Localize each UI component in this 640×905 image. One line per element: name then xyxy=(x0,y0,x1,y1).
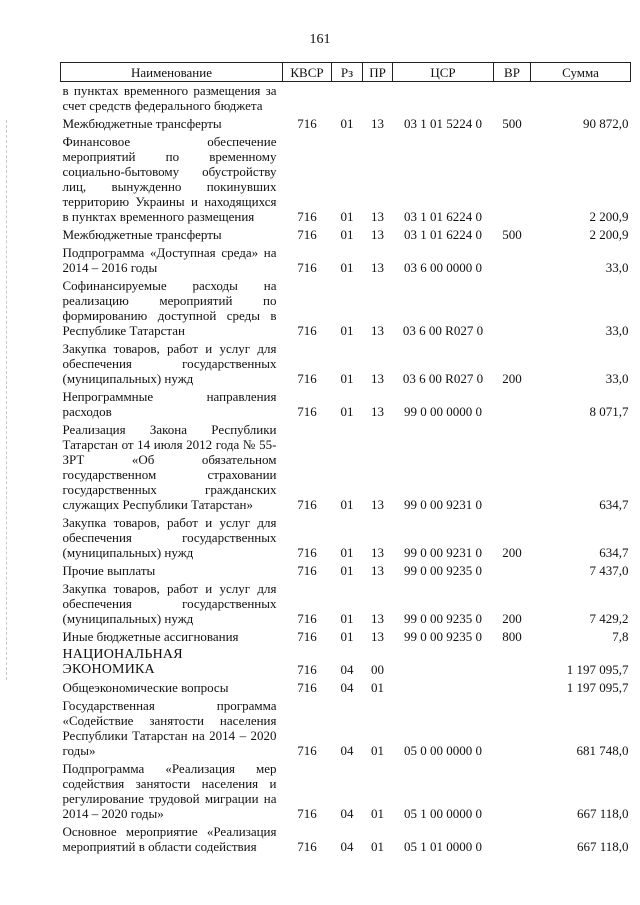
table-row xyxy=(61,82,631,116)
row-csr-cell: 99 0 00 9235 0 xyxy=(404,629,482,644)
row-kvsr-cell: 716 xyxy=(297,497,317,512)
column-header-rz: Рз xyxy=(332,63,363,82)
row-vr-cell xyxy=(494,562,531,580)
row-sum-cell: 667 118,0 xyxy=(576,839,629,854)
row-kvsr-cell: 716 xyxy=(297,839,317,854)
row-vr-cell: 200 xyxy=(502,545,522,560)
row-sum-cell: 2 200,9 xyxy=(589,227,629,242)
row-rz-cell: 01 xyxy=(340,563,354,578)
table-row xyxy=(61,823,631,856)
row-rz-cell: 01 xyxy=(340,611,354,626)
row-pr-cell: 01 xyxy=(371,743,384,758)
row-kvsr-cell: 716 xyxy=(297,323,317,338)
column-header-name: Наименование xyxy=(61,63,283,82)
row-kvsr-cell: 716 xyxy=(297,806,317,821)
row-rz-cell: 04 xyxy=(340,662,354,677)
row-name-cell: Общеэкономические вопросы xyxy=(62,680,229,695)
row-csr-cell: 05 1 00 0000 0 xyxy=(404,806,482,821)
row-kvsr-cell: 716 xyxy=(297,563,317,578)
row-pr-cell xyxy=(363,82,393,116)
row-csr-cell: 99 0 00 9231 0 xyxy=(404,497,482,512)
row-vr-cell xyxy=(494,388,531,421)
row-vr-cell xyxy=(494,760,531,823)
row-vr-cell xyxy=(494,823,531,856)
row-vr-cell xyxy=(494,679,531,697)
row-kvsr-cell: 716 xyxy=(297,629,317,644)
row-sum-cell: 33,0 xyxy=(605,371,629,386)
row-vr-cell: 200 xyxy=(502,611,522,626)
row-kvsr-cell: 716 xyxy=(297,404,317,419)
row-pr-cell: 13 xyxy=(371,611,384,626)
row-kvsr-cell: 716 xyxy=(297,611,317,626)
row-sum-cell: 90 872,0 xyxy=(583,116,629,131)
row-name-cell: Софинансируемые расходы на реализацию мероприятий по формированию доступной среды в Республике Татарстан xyxy=(62,278,277,338)
table-row xyxy=(61,580,631,628)
row-kvsr-cell: 716 xyxy=(297,116,317,131)
row-vr-cell xyxy=(494,421,531,514)
row-name-cell: Закупка товаров, работ и услуг для обеспечения государственных (муниципальных) нужд xyxy=(62,515,277,560)
row-sum-cell: 7,8 xyxy=(612,629,629,644)
row-pr-cell: 13 xyxy=(371,371,384,386)
column-header-pr: ПР xyxy=(363,63,393,82)
table-row xyxy=(61,421,631,514)
row-csr-cell: 05 1 01 0000 0 xyxy=(404,839,482,854)
row-pr-cell: 13 xyxy=(371,323,384,338)
row-kvsr-cell: 716 xyxy=(297,227,317,242)
row-name-cell: Непрограммные направления расходов xyxy=(62,389,277,419)
row-vr-cell xyxy=(494,244,531,277)
row-name-cell: Финансовое обеспечение мероприятий по временному социально-бытовому обустройству лиц, вынужденно покинувших территорию Украины и находящихся в пунктах временного размещения xyxy=(62,134,277,224)
row-csr-cell: 03 6 00 R027 0 xyxy=(402,323,484,338)
row-vr-cell: 500 xyxy=(502,227,522,242)
row-pr-cell: 13 xyxy=(371,260,384,275)
row-name-cell: Государственная программа «Содействие занятости населения Республики Татарстан на 2014 – 2020 годы» xyxy=(62,698,277,758)
row-csr-cell: 03 6 00 0000 0 xyxy=(404,260,482,275)
row-kvsr-cell: 716 xyxy=(297,209,317,224)
row-sum-cell: 33,0 xyxy=(605,260,629,275)
row-name-cell: Межбюджетные трансферты xyxy=(62,227,222,242)
row-pr-cell: 01 xyxy=(371,839,384,854)
binding-margin-line xyxy=(6,120,7,680)
row-rz-cell: 01 xyxy=(340,629,354,644)
row-kvsr-cell: 716 xyxy=(297,680,317,695)
column-header-sum: Сумма xyxy=(531,63,631,82)
row-rz-cell: 01 xyxy=(340,116,354,131)
row-pr-cell: 13 xyxy=(371,563,384,578)
table-row xyxy=(61,340,631,388)
row-pr-cell: 13 xyxy=(371,629,384,644)
row-pr-cell: 13 xyxy=(371,116,384,131)
table-row xyxy=(61,226,631,244)
column-header-csr: ЦСР xyxy=(393,63,494,82)
row-rz-cell: 01 xyxy=(340,497,354,512)
table-header xyxy=(61,63,631,82)
row-name-cell: в пунктах временного размещения за счет средств федерального бюджета xyxy=(62,83,277,113)
row-name-cell: Закупка товаров, работ и услуг для обеспечения государственных (муниципальных) нужд xyxy=(62,581,277,626)
row-rz-cell: 04 xyxy=(340,743,354,758)
table-row xyxy=(61,133,631,226)
row-name-cell: НАЦИОНАЛЬНАЯ ЭКОНОМИКА xyxy=(62,647,183,677)
table-row xyxy=(61,115,631,133)
row-vr-cell: 800 xyxy=(502,629,522,644)
row-pr-cell: 13 xyxy=(371,227,384,242)
row-sum-cell: 7 429,2 xyxy=(589,611,629,626)
row-rz-cell: 01 xyxy=(340,209,354,224)
row-rz-cell: 04 xyxy=(340,806,354,821)
table-body xyxy=(61,82,631,857)
row-pr-cell: 13 xyxy=(371,497,384,512)
table-row xyxy=(61,628,631,646)
row-name-cell: Закупка товаров, работ и услуг для обеспечения государственных (муниципальных) нужд xyxy=(62,341,277,386)
row-pr-cell: 13 xyxy=(371,209,384,224)
row-sum-cell: 634,7 xyxy=(599,497,629,512)
row-kvsr-cell: 716 xyxy=(297,545,317,560)
row-vr-cell xyxy=(494,697,531,760)
row-name-cell: Иные бюджетные ассигнования xyxy=(62,629,239,644)
column-header-kvsr: КВСР xyxy=(283,63,332,82)
row-sum-cell xyxy=(531,82,631,116)
row-name-cell: Прочие выплаты xyxy=(62,563,156,578)
row-sum-cell: 634,7 xyxy=(599,545,629,560)
row-name-cell: Реализация Закона Республики Татарстан от 14 июля 2012 года № 55-ЗРТ «Об обязательном государственном страховании государственных гражданских служащих Республики Татарстан» xyxy=(62,422,277,512)
row-vr-cell: 200 xyxy=(502,371,522,386)
row-csr-cell: 99 0 00 9235 0 xyxy=(404,611,482,626)
row-pr-cell: 01 xyxy=(371,806,384,821)
row-name-cell: Межбюджетные трансферты xyxy=(62,116,222,131)
row-rz-cell: 01 xyxy=(340,227,354,242)
table-row xyxy=(61,760,631,823)
row-pr-cell: 13 xyxy=(371,545,384,560)
row-kvsr-cell xyxy=(283,82,332,116)
row-sum-cell: 7 437,0 xyxy=(589,563,629,578)
row-sum-cell: 1 197 095,7 xyxy=(566,662,629,677)
page-number: 161 xyxy=(309,32,331,47)
row-pr-cell: 01 xyxy=(371,680,384,695)
row-csr-cell: 03 1 01 6224 0 xyxy=(404,227,482,242)
row-csr-cell xyxy=(393,679,494,697)
row-sum-cell: 681 748,0 xyxy=(576,743,629,758)
row-csr-cell xyxy=(393,646,494,679)
row-rz-cell: 01 xyxy=(340,404,354,419)
row-vr-cell: 500 xyxy=(502,116,522,131)
row-csr-cell: 05 0 00 0000 0 xyxy=(404,743,482,758)
row-rz-cell: 01 xyxy=(340,260,354,275)
row-vr-cell xyxy=(494,82,531,116)
row-csr-cell: 99 0 00 9235 0 xyxy=(404,563,482,578)
row-name-cell: Подпрограмма «Доступная среда» на 2014 – 2016 годы xyxy=(62,245,277,275)
row-sum-cell: 667 118,0 xyxy=(576,806,629,821)
table-row xyxy=(61,679,631,697)
row-rz-cell: 01 xyxy=(340,323,354,338)
table-row xyxy=(61,388,631,421)
row-csr-cell: 03 6 00 R027 0 xyxy=(402,371,484,386)
row-rz-cell xyxy=(332,82,363,116)
row-csr-cell: 03 1 01 5224 0 xyxy=(404,116,482,131)
row-vr-cell xyxy=(494,133,531,226)
row-kvsr-cell: 716 xyxy=(297,260,317,275)
table-row xyxy=(61,277,631,340)
row-rz-cell: 01 xyxy=(340,545,354,560)
row-sum-cell: 8 071,7 xyxy=(589,404,629,419)
table-row xyxy=(61,514,631,562)
row-sum-cell: 33,0 xyxy=(605,323,629,338)
row-sum-cell: 2 200,9 xyxy=(589,209,629,224)
row-rz-cell: 04 xyxy=(340,839,354,854)
row-kvsr-cell: 716 xyxy=(297,743,317,758)
table-row xyxy=(61,697,631,760)
row-kvsr-cell: 716 xyxy=(297,371,317,386)
row-rz-cell: 04 xyxy=(340,680,354,695)
row-vr-cell xyxy=(494,646,531,679)
row-csr-cell xyxy=(393,82,494,116)
row-csr-cell: 99 0 00 9231 0 xyxy=(404,545,482,560)
row-rz-cell: 01 xyxy=(340,371,354,386)
column-header-vr: ВР xyxy=(494,63,531,82)
row-kvsr-cell: 716 xyxy=(297,662,317,677)
row-pr-cell: 00 xyxy=(371,662,384,677)
table-row xyxy=(61,562,631,580)
budget-table xyxy=(60,62,631,856)
row-name-cell: Основное мероприятие «Реализация мероприятий в области содействия xyxy=(62,824,277,854)
row-csr-cell: 03 1 01 6224 0 xyxy=(404,209,482,224)
row-pr-cell: 13 xyxy=(371,404,384,419)
row-name-cell: Подпрограмма «Реализация мер содействия занятости населения и регулирование трудовой миграции на 2014 – 2020 годы» xyxy=(62,761,277,821)
row-csr-cell: 99 0 00 0000 0 xyxy=(404,404,482,419)
table-row xyxy=(61,646,631,679)
table-row xyxy=(61,244,631,277)
row-vr-cell xyxy=(494,277,531,340)
row-sum-cell: 1 197 095,7 xyxy=(566,680,629,695)
